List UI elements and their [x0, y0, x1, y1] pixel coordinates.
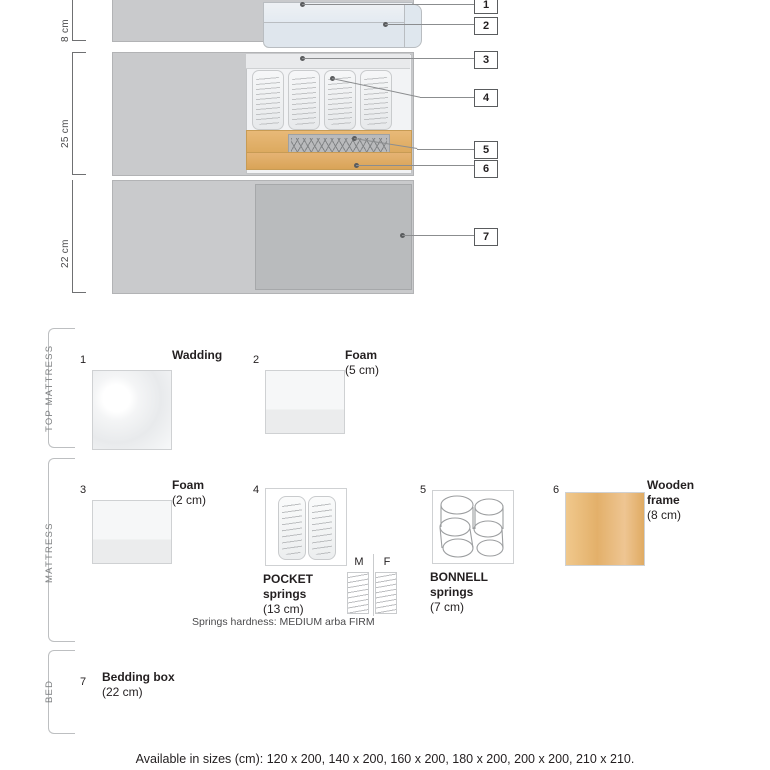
legend-number-6: 6 — [553, 484, 560, 496]
wooden-frame-base — [246, 152, 412, 170]
legend-name-3: Foam — [172, 478, 205, 492]
legend-label-4 — [263, 572, 313, 617]
callout-line-5b — [417, 149, 474, 150]
callout-line-7 — [402, 235, 474, 236]
dimension-tick — [72, 174, 86, 175]
bonnell-spring-icon — [433, 491, 511, 561]
callout-line-2 — [385, 24, 474, 25]
legend-label-7 — [102, 670, 175, 700]
dimension-axis-mid — [72, 52, 73, 174]
legend-size-5: (7 cm) — [430, 600, 464, 614]
legend-number-3: 3 — [80, 484, 87, 496]
pocket-spring — [288, 70, 320, 130]
legend-name-4: POCKET — [263, 572, 314, 586]
swatch-wadding — [92, 370, 172, 450]
legend-name-7: Bedding box — [102, 670, 175, 684]
pocket-spring — [360, 70, 392, 130]
callout-number-3: 3 — [474, 51, 498, 69]
legend-name-5: BONNELL — [430, 570, 488, 584]
legend-label-6 — [647, 478, 694, 523]
legend-size-4: (13 cm) — [263, 602, 304, 616]
group-title-bed: BED — [44, 679, 55, 703]
callout-number-6: 6 — [474, 160, 498, 178]
callout-line-6 — [356, 165, 474, 166]
legend-size-3: (2 cm) — [172, 493, 206, 507]
top-mattress-foam-layer — [263, 22, 413, 48]
dimension-label-mattress: 25 cm — [60, 119, 71, 148]
available-sizes-note: Available in sizes (cm): 120 x 200, 140 x 200, 160 x 200, 180 x 200, 200 x 200, 210 x 210. — [135, 752, 635, 766]
pocket-spring-row — [252, 70, 404, 128]
callout-number-2: 2 — [474, 17, 498, 35]
legend-label-2 — [345, 348, 379, 378]
callout-number-4: 4 — [474, 89, 498, 107]
legend-number-1: 1 — [80, 354, 87, 366]
bed-cutaway-diagram — [0, 0, 770, 300]
dimension-label-bedding-box: 22 cm — [60, 239, 71, 268]
pocket-spring — [252, 70, 284, 130]
firm-spring-icon — [375, 572, 397, 614]
callout-line-1 — [302, 4, 474, 5]
swatch-pocket-springs — [265, 488, 347, 566]
legend-name-1: Wadding — [172, 348, 223, 362]
dimension-axis-top — [72, 0, 73, 40]
bedding-box-face — [255, 184, 412, 290]
legend — [0, 318, 770, 738]
dimension-label-top-mattress: 8 cm — [60, 19, 71, 42]
swatch-foam-2cm — [92, 500, 172, 564]
top-mattress-edge — [404, 4, 422, 48]
legend-number-4: 4 — [253, 484, 260, 496]
hardness-note: Springs hardness: MEDIUM arba FIRM — [192, 616, 375, 628]
pocket-spring-icon — [308, 496, 336, 560]
legend-name2-6: frame — [647, 493, 680, 507]
hardness-divider — [373, 554, 374, 616]
callout-number-1: 1 — [474, 0, 498, 14]
legend-name2-4: springs — [263, 587, 307, 601]
medium-spring-icon — [347, 572, 369, 614]
dimension-axis-bottom — [72, 180, 73, 292]
legend-size-6: (8 cm) — [647, 508, 681, 522]
legend-size-2: (5 cm) — [345, 363, 379, 377]
hardness-label-medium: M — [354, 556, 364, 568]
group-title-top-mattress: TOP MATTRESS — [44, 344, 55, 432]
legend-name2-5: springs — [430, 585, 474, 599]
legend-label-5 — [430, 570, 488, 615]
legend-name-6: Wooden — [647, 478, 695, 492]
legend-number-5: 5 — [420, 484, 427, 496]
group-title-mattress: MATTRESS — [44, 522, 55, 584]
dimension-tick — [72, 40, 86, 41]
pocket-spring-icon — [278, 496, 306, 560]
legend-label-3 — [172, 478, 206, 508]
swatch-bonnell-springs — [432, 490, 514, 564]
dimension-tick — [72, 52, 86, 53]
dimension-tick — [72, 292, 86, 293]
hardness-label-firm: F — [383, 556, 391, 568]
legend-number-2: 2 — [253, 354, 260, 366]
mattress-foam-layer — [246, 54, 410, 69]
swatch-foam-5cm — [265, 370, 345, 434]
callout-number-7: 7 — [474, 228, 498, 246]
legend-name-2: Foam — [345, 348, 378, 362]
swatch-wooden-frame — [565, 492, 645, 566]
callout-number-5: 5 — [474, 141, 498, 159]
callout-line-3 — [302, 58, 474, 59]
legend-number-7: 7 — [80, 676, 87, 688]
legend-label-1 — [172, 348, 222, 363]
callout-line-4b — [420, 97, 474, 98]
legend-size-7: (22 cm) — [102, 685, 143, 699]
